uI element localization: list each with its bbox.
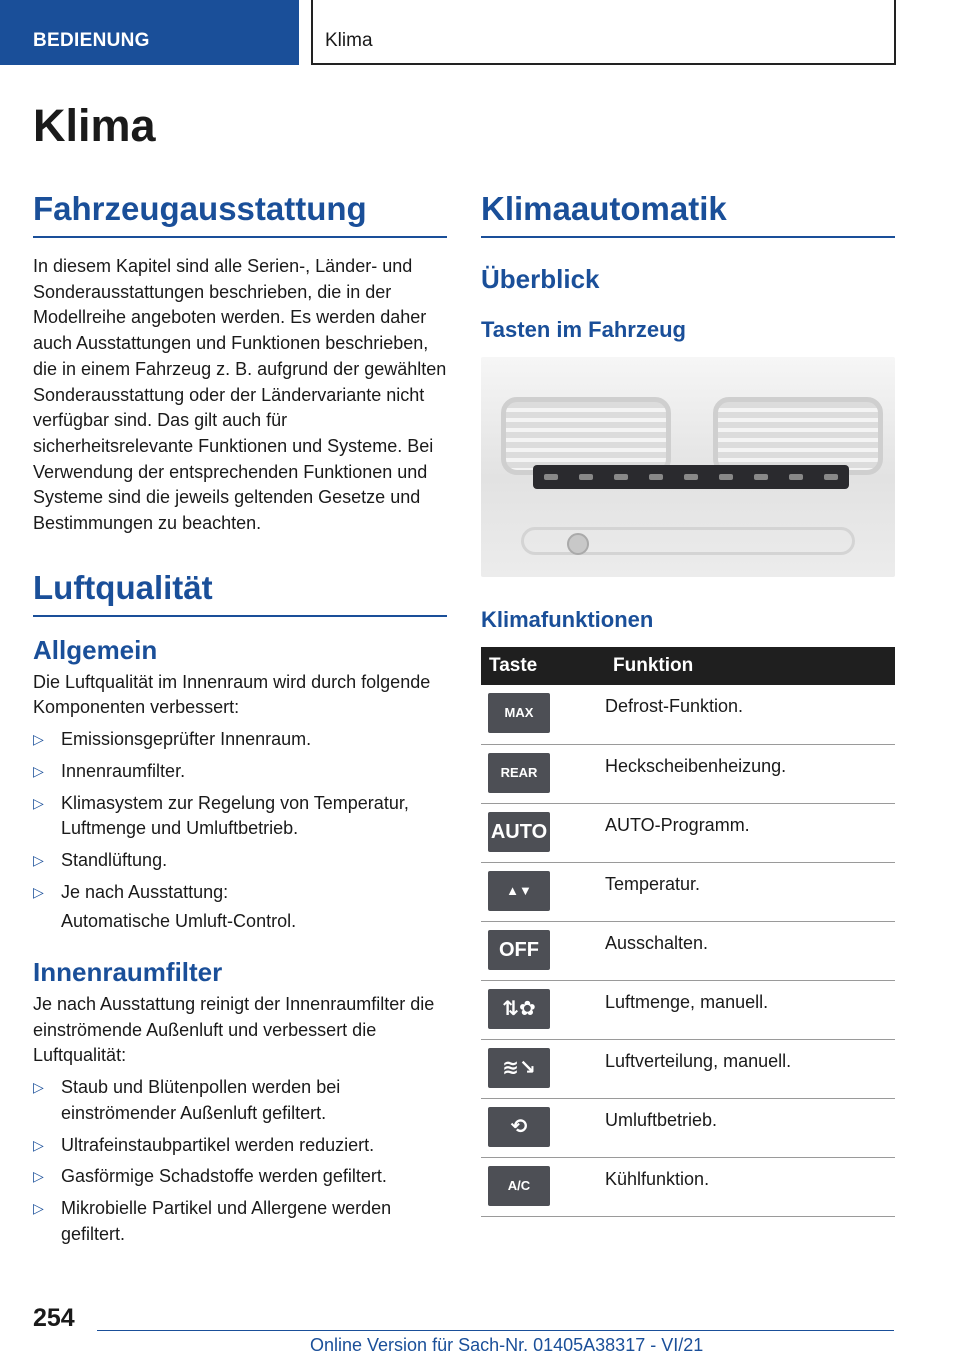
climate-functions-table	[481, 647, 895, 1217]
fan-icon: ⇅✿	[488, 989, 550, 1029]
table-row	[481, 1039, 895, 1098]
heading-klimafunktionen: Klimafunktionen	[481, 607, 654, 632]
table-row	[481, 1098, 895, 1157]
page-number: 254	[33, 1304, 75, 1332]
climate-button-strip	[533, 465, 849, 489]
list-item: ▷ Mikrobielle Partikel und Allergene werden gefiltert.	[33, 1197, 392, 1244]
heading-luftqualitaet: Luftqualität	[33, 569, 447, 617]
bullet-triangle-icon: ▷	[33, 1199, 44, 1216]
heading-fahrzeugausstattung: Fahrzeugausstattung	[33, 190, 447, 238]
header-section-tab: BEDIENUNG	[0, 0, 299, 65]
function-text: Heckscheibenheizung.	[605, 744, 895, 803]
left-vent	[501, 397, 671, 475]
table-row	[481, 980, 895, 1039]
heading-tasten: Tasten im Fahrzeug	[481, 317, 686, 342]
function-text: AUTO-Programm.	[605, 803, 895, 862]
function-text: Luftmenge, manuell.	[605, 980, 895, 1039]
ac-icon: A/C	[488, 1166, 550, 1206]
bullet-triangle-icon: ▷	[33, 1079, 44, 1096]
bullet-triangle-icon: ▷	[33, 1136, 44, 1153]
table-header-taste: Taste	[481, 647, 605, 685]
rear-defrost-icon: REAR	[488, 753, 550, 793]
bullet-triangle-icon: ▷	[33, 883, 44, 900]
header-topic: Klima	[311, 0, 896, 65]
chapter-title: Klima	[33, 100, 156, 151]
right-column	[481, 190, 895, 1217]
list-item: ▷ Standlüftung.	[33, 848, 447, 874]
max-defrost-icon: MAX	[488, 693, 550, 733]
left-column	[33, 190, 447, 1253]
table-header-funktion: Funktion	[605, 647, 895, 685]
list-item: ▷ Innenraumfilter.	[33, 759, 447, 785]
table-row	[481, 685, 895, 744]
list-item: ▷ Ultrafeinstaubpartikel werden reduziert.	[33, 1133, 447, 1159]
heading-ueberblick: Überblick	[481, 264, 600, 294]
volume-knob	[567, 533, 589, 555]
function-text: Luftverteilung, manuell.	[605, 1039, 895, 1098]
bullet-triangle-icon: ▷	[33, 1168, 44, 1185]
function-text: Ausschalten.	[605, 921, 895, 980]
table-row	[481, 1157, 895, 1216]
bullet-triangle-icon: ▷	[33, 731, 44, 748]
list-item: ▷ Klimasystem zur Regelung von Temperatur, Luftmenge und Umluftbetrieb.	[33, 792, 409, 839]
function-text: Kühlfunktion.	[605, 1157, 895, 1216]
table-row	[481, 921, 895, 980]
table-row	[481, 803, 895, 862]
right-vent	[713, 397, 883, 475]
heading-innenraumfilter: Innenraumfilter	[33, 957, 223, 988]
text-fahrzeugausstattung: In diesem Kapitel sind alle Serien-, Länder- und Sonderausstattungen beschrieben, die in der Modellreihe angeboten werden. Es werden daher auch Ausstattungen und Funktionen beschrieben, die in einem Fahrzeug z. B. aufgrund der gewählten Sonderausstattung oder der Ländervariante nicht verfügbar sind. Das gilt auch für sicherheitsrelevante Funktionen und Systeme. Bei Verwendung der entsprechenden Funktionen und Systeme sind die jeweils geltenden Gesetze und Bestimmungen zu beachten.	[33, 256, 447, 534]
function-text: Defrost-Funktion.	[605, 685, 895, 744]
table-row	[481, 862, 895, 921]
off-icon: OFF	[488, 930, 550, 970]
air-distribution-icon: ≋↘	[488, 1048, 550, 1088]
function-text: Umluftbetrieb.	[605, 1098, 895, 1157]
list-item: ▷ Je nach Ausstattung: Automatische Umluft-Control.	[33, 880, 447, 935]
auto-icon: AUTO	[488, 812, 550, 852]
climate-control-photo	[481, 357, 895, 577]
list-innenraumfilter	[33, 1075, 447, 1247]
list-item: ▷ Gasförmige Schadstoffe werden gefiltert.	[33, 1164, 447, 1190]
table-row	[481, 744, 895, 803]
bullet-triangle-icon: ▷	[33, 762, 44, 779]
footer-text: Online Version für Sach-Nr. 01405A38317 - VI/21	[310, 1335, 704, 1355]
temperature-icon: ▲▼	[488, 871, 550, 911]
list-item: ▷ Emissionsgeprüfter Innenraum.	[33, 727, 447, 753]
heading-klimaautomatik: Klimaautomatik	[481, 190, 895, 238]
bullet-triangle-icon: ▷	[33, 851, 44, 868]
footer-divider	[97, 1330, 894, 1331]
heading-allgemein: Allgemein	[33, 634, 158, 665]
text-allgemein: Die Luftqualität im Innenraum wird durch folgende Komponenten verbessert:	[33, 671, 431, 718]
text-innenraumfilter: Je nach Ausstattung reinigt der Innenraumfilter die einströmende Außenluft und verbessert die Luftqualität:	[33, 994, 435, 1066]
list-allgemein	[33, 727, 447, 935]
recirculation-icon: ⟲	[488, 1107, 550, 1147]
function-text: Temperatur.	[605, 862, 895, 921]
list-item: ▷ Staub und Blütenpollen werden bei einströmender Außenluft gefiltert.	[33, 1077, 341, 1123]
list-sub-item: Automatische Umluft-Control.	[61, 911, 297, 932]
bullet-triangle-icon: ▷	[33, 794, 44, 811]
